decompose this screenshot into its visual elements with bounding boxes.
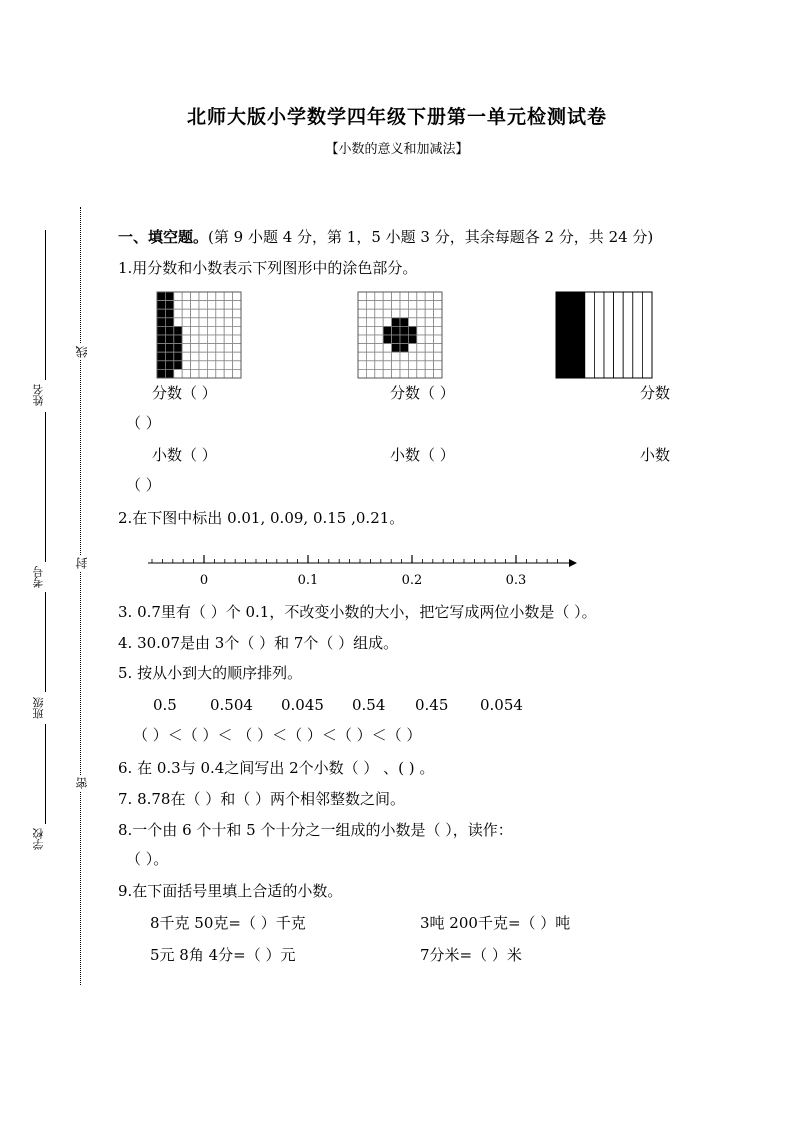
shaded-cell [174, 361, 182, 370]
figure-grid-a [157, 292, 242, 379]
q1-decimal-blank-1[interactable]: 小数（ ） [152, 446, 217, 464]
grid-cell [224, 344, 232, 353]
grid-cell [375, 292, 383, 301]
grid-cell [434, 361, 442, 370]
grid-cell [224, 326, 232, 335]
question-4: 4. 30.07是由 3个（ ）和 7个（ ）组成。 [118, 634, 399, 652]
grid-cell [366, 344, 374, 353]
q5-number-5: 0.45 [415, 696, 449, 714]
q1-decimal-blank-3[interactable]: （ ） [126, 476, 161, 494]
question-5-stem: 5. 按从小到大的顺序排列。 [118, 664, 303, 682]
grid-cell [174, 301, 182, 310]
grid-cell [224, 318, 232, 327]
grid-cell [233, 292, 241, 301]
grid-cell [358, 301, 366, 310]
grid-cell [182, 318, 190, 327]
grid-cell [383, 369, 391, 378]
grid-cell [207, 292, 215, 301]
grid-cell [199, 292, 207, 301]
q5-number-2: 0.504 [210, 696, 253, 714]
grid-cell [434, 344, 442, 353]
grid-cell [417, 309, 425, 318]
grid-cell [199, 318, 207, 327]
shaded-cell [165, 301, 173, 310]
grid-cell [182, 344, 190, 353]
grid-cell [375, 352, 383, 361]
grid-cell [224, 309, 232, 318]
strip [633, 292, 643, 378]
grid-cell [375, 318, 383, 327]
grid-cell [233, 318, 241, 327]
question-2-stem: 2.在下图中标出 0.01, 0.09, 0.15 ,0.21。 [118, 509, 405, 527]
class-field-line [45, 592, 46, 692]
grid-cell [199, 335, 207, 344]
grid-cell [434, 309, 442, 318]
binding-dotted-line [80, 207, 81, 985]
shaded-cell [408, 335, 416, 344]
grid-cell [366, 369, 374, 378]
exam-number-field-line [45, 412, 46, 562]
grid-cell [383, 301, 391, 310]
shaded-cell [157, 344, 165, 353]
question-7: 7. 8.78在（ ）和（ ）两个相邻整数之间。 [118, 790, 406, 808]
question-6: 6. 在 0.3与 0.4之间写出 2个小数（ ） 、( ) 。 [118, 759, 435, 777]
grid-cell [207, 335, 215, 344]
shaded-cell [165, 292, 173, 301]
shaded-cell [157, 301, 165, 310]
grid-cell [358, 352, 366, 361]
grid-cell [233, 369, 241, 378]
grid-cell [182, 352, 190, 361]
page-title: 北师大版小学数学四年级下册第一单元检测试卷 [186, 106, 607, 128]
grid-cell [207, 318, 215, 327]
grid-cell [366, 318, 374, 327]
shaded-cell [165, 309, 173, 318]
grid-cell [224, 361, 232, 370]
grid-cell [392, 301, 400, 310]
grid-cell [358, 309, 366, 318]
grid-cell [182, 292, 190, 301]
shaded-strip [575, 292, 585, 378]
grid-cell [174, 309, 182, 318]
q5-number-4: 0.54 [352, 696, 386, 714]
section-score-note: (第 9 小题 4 分，第 1，5 小题 3 分，其余每题各 2 分，共 24 分) [208, 228, 654, 246]
grid-cell [417, 369, 425, 378]
grid-cell [366, 292, 374, 301]
strip [594, 292, 604, 378]
grid-cell [207, 309, 215, 318]
grid-cell [174, 292, 182, 301]
shaded-cell [157, 326, 165, 335]
q1-decimal-blank-2[interactable]: 小数（ ） [390, 446, 455, 464]
grid-cell [383, 309, 391, 318]
seal-mark-seal: 封 [75, 557, 89, 569]
grid-cell [392, 369, 400, 378]
q9-item-4[interactable]: 7分米=（ ）米 [420, 946, 522, 964]
grid-cell [233, 361, 241, 370]
grid-cell [392, 309, 400, 318]
grid-cell [383, 318, 391, 327]
grid-cell [375, 344, 383, 353]
grid-cell [358, 335, 366, 344]
shaded-cell [174, 344, 182, 353]
grid-cell [233, 335, 241, 344]
grid-cell [199, 344, 207, 353]
grid-cell [425, 335, 433, 344]
grid-cell [375, 361, 383, 370]
shaded-cell [157, 309, 165, 318]
shaded-cell [157, 335, 165, 344]
q5-number-1: 0.5 [153, 696, 177, 714]
grid-cell [216, 309, 224, 318]
grid-cell [375, 326, 383, 335]
section-heading [118, 227, 653, 247]
grid-cell [400, 301, 408, 310]
shaded-cell [174, 352, 182, 361]
grid-cell [425, 352, 433, 361]
grid-cell [224, 292, 232, 301]
tick-label: 0.1 [297, 573, 319, 588]
grid-cell [182, 301, 190, 310]
grid-cell [434, 352, 442, 361]
grid-cell [392, 292, 400, 301]
grid-cell [233, 344, 241, 353]
grid-cell [383, 292, 391, 301]
grid-cell [392, 352, 400, 361]
grid-cell [207, 361, 215, 370]
seal-mark-secret: 密 [75, 777, 89, 789]
grid-cell [425, 318, 433, 327]
grid-cell [224, 335, 232, 344]
shaded-cell [157, 369, 165, 378]
question-3: 3. 0.7里有（ ）个 0.1，不改变小数的大小，把它写成两位小数是（ ）。 [118, 603, 597, 621]
grid-cell [366, 361, 374, 370]
grid-cell [216, 361, 224, 370]
question-8-line-1: 8.一个由 6 个十和 5 个十分之一组成的小数是（ ），读作： [118, 821, 513, 839]
grid-cell [434, 292, 442, 301]
grid-cell [417, 344, 425, 353]
grid-cell [216, 335, 224, 344]
shaded-cell [165, 361, 173, 370]
grid-cell [392, 361, 400, 370]
q9-item-1[interactable]: 8千克 50克=（ ）千克 [150, 914, 306, 932]
grid-cell [417, 335, 425, 344]
grid-cell [434, 301, 442, 310]
figure-grid-b [358, 292, 443, 379]
school-field-label: 学校 [32, 828, 45, 850]
tick-label: 0 [199, 573, 209, 588]
grid-cell [358, 369, 366, 378]
grid-cell [224, 301, 232, 310]
grid-cell [425, 301, 433, 310]
strip [585, 292, 595, 378]
grid-cell [408, 292, 416, 301]
grid-cell [358, 318, 366, 327]
school-field-line [45, 724, 46, 824]
grid-cell [417, 301, 425, 310]
grid-cell [216, 318, 224, 327]
grid-cell [434, 318, 442, 327]
shaded-cell [383, 335, 391, 344]
shaded-cell [392, 335, 400, 344]
grid-cell [191, 352, 199, 361]
grid-cell [425, 369, 433, 378]
shaded-cell [165, 326, 173, 335]
shaded-cell [157, 318, 165, 327]
grid-cell [408, 369, 416, 378]
shaded-cell [157, 361, 165, 370]
grid-cell [216, 326, 224, 335]
grid-cell [207, 352, 215, 361]
shaded-cell [400, 344, 408, 353]
q5-number-6: 0.054 [480, 696, 523, 714]
grid-cell [425, 309, 433, 318]
grid-cell [191, 318, 199, 327]
grid-cell [358, 292, 366, 301]
shaded-cell [400, 326, 408, 335]
grid-cell [224, 369, 232, 378]
grid-cell [199, 301, 207, 310]
grid-cell [417, 318, 425, 327]
grid-cell [408, 301, 416, 310]
grid-cell [191, 326, 199, 335]
strip [614, 292, 624, 378]
shaded-cell [174, 335, 182, 344]
q1-fraction-blank-3[interactable]: （ ） [126, 414, 161, 432]
q1-fraction-label-3: 分数 [640, 384, 671, 402]
q9-item-2[interactable]: 3吨 200千克=（ ）吨 [420, 914, 571, 932]
grid-cell [233, 326, 241, 335]
shaded-cell [165, 369, 173, 378]
grid-cell [417, 352, 425, 361]
grid-cell [366, 301, 374, 310]
shaded-cell [400, 335, 408, 344]
shaded-cell [392, 344, 400, 353]
grid-cell [182, 361, 190, 370]
grid-cell [199, 326, 207, 335]
name-field-label: 姓名 [32, 384, 45, 406]
grid-cell [191, 361, 199, 370]
grid-cell [383, 352, 391, 361]
grid-cell [425, 326, 433, 335]
q1-fraction-blank-2[interactable]: 分数（ ） [390, 384, 455, 402]
grid-cell [400, 361, 408, 370]
grid-cell [216, 369, 224, 378]
grid-cell [191, 301, 199, 310]
grid-cell [408, 344, 416, 353]
grid-cell [191, 309, 199, 318]
grid-cell [358, 344, 366, 353]
grid-cell [233, 309, 241, 318]
shaded-cell [408, 326, 416, 335]
shaded-cell [165, 335, 173, 344]
grid-cell [408, 309, 416, 318]
grid-cell [233, 301, 241, 310]
grid-cell [174, 369, 182, 378]
grid-cell [400, 292, 408, 301]
shaded-cell [392, 318, 400, 327]
figure-strips [556, 292, 653, 379]
grid-cell [375, 335, 383, 344]
exam-number-field-label: 考号 [32, 566, 45, 588]
grid-cell [366, 335, 374, 344]
q5-number-3: 0.045 [281, 696, 324, 714]
grid-cell [199, 309, 207, 318]
grid-cell [191, 369, 199, 378]
grid-cell [417, 326, 425, 335]
grid-cell [199, 361, 207, 370]
grid-cell [191, 335, 199, 344]
shaded-cell [400, 318, 408, 327]
grid-cell [207, 301, 215, 310]
grid-cell [207, 369, 215, 378]
grid-cell [216, 292, 224, 301]
shaded-strip [556, 292, 566, 378]
shaded-cell [165, 318, 173, 327]
grid-cell [216, 352, 224, 361]
grid-cell [408, 318, 416, 327]
grid-cell [191, 292, 199, 301]
shaded-cell [157, 292, 165, 301]
grid-cell [434, 326, 442, 335]
grid-cell [216, 301, 224, 310]
grid-cell [375, 309, 383, 318]
grid-cell [182, 326, 190, 335]
grid-cell [434, 369, 442, 378]
grid-cell [224, 352, 232, 361]
section-title: 一、填空题。 [118, 228, 209, 246]
grid-cell [358, 326, 366, 335]
strip [604, 292, 614, 378]
grid-cell [425, 361, 433, 370]
grid-cell [383, 344, 391, 353]
strip [623, 292, 633, 378]
grid-cell [182, 369, 190, 378]
grid-cell [400, 309, 408, 318]
grid-cell [233, 352, 241, 361]
grid-cell [366, 309, 374, 318]
number-line-arrow [569, 559, 577, 567]
grid-cell [408, 361, 416, 370]
q1-decimal-label-3: 小数 [640, 446, 671, 464]
name-field-line [45, 230, 46, 380]
grid-cell [207, 344, 215, 353]
q5-ordering-blanks[interactable]: （ ）＜（ ）＜ （ ）＜（ ）＜（ ）＜（ ） [133, 726, 422, 744]
shaded-cell [174, 326, 182, 335]
tick-label: 0.2 [401, 573, 423, 588]
question-1-stem: 1.用分数和小数表示下列图形中的涂色部分。 [118, 259, 418, 277]
q1-fraction-blank-1[interactable]: 分数（ ） [152, 384, 217, 402]
grid-cell [366, 352, 374, 361]
grid-cell [434, 335, 442, 344]
shaded-cell [165, 344, 173, 353]
strip [642, 292, 652, 378]
shaded-cell [157, 352, 165, 361]
grid-cell [216, 344, 224, 353]
grid-cell [383, 361, 391, 370]
q9-item-3[interactable]: 5元 8角 4分=（ ）元 [150, 946, 296, 964]
grid-cell [199, 369, 207, 378]
shaded-cell [165, 352, 173, 361]
number-line[interactable] [140, 548, 580, 588]
seal-mark-line: 线 [75, 346, 89, 358]
page-subtitle: 【小数的意义和加减法】 [325, 142, 469, 157]
shaded-cell [392, 326, 400, 335]
grid-cell [425, 292, 433, 301]
class-field-label: 班级 [32, 697, 45, 719]
grid-cell [408, 352, 416, 361]
shaded-strip [566, 292, 576, 378]
question-8-line-2[interactable]: （ ）。 [126, 850, 169, 868]
grid-cell [182, 309, 190, 318]
grid-cell [174, 318, 182, 327]
tick-label: 0.3 [505, 573, 527, 588]
question-9-stem: 9.在下面括号里填上合适的小数。 [118, 882, 343, 900]
grid-cell [358, 361, 366, 370]
grid-cell [207, 326, 215, 335]
grid-cell [199, 352, 207, 361]
grid-cell [417, 292, 425, 301]
grid-cell [366, 326, 374, 335]
grid-cell [400, 369, 408, 378]
grid-cell [375, 369, 383, 378]
grid-cell [182, 335, 190, 344]
grid-cell [375, 301, 383, 310]
grid-cell [191, 344, 199, 353]
shaded-cell [383, 326, 391, 335]
grid-cell [425, 344, 433, 353]
grid-cell [400, 352, 408, 361]
grid-cell [417, 361, 425, 370]
